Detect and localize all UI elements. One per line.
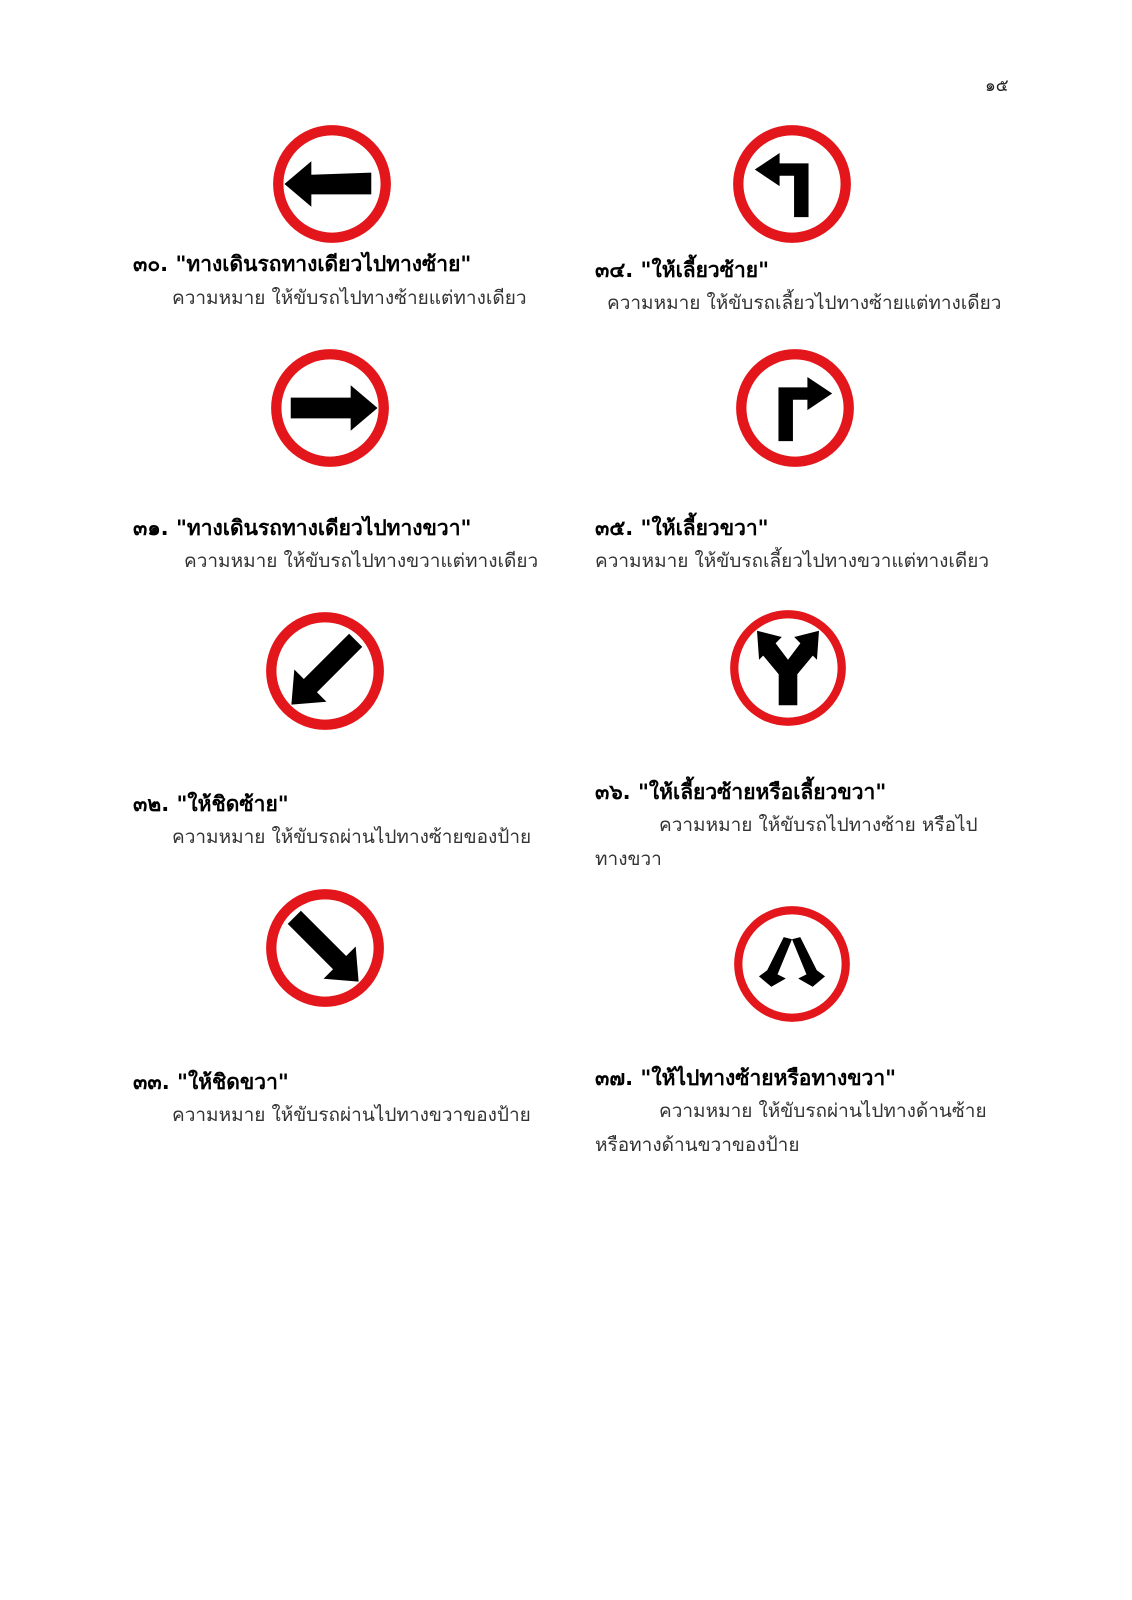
sign-description-31: ความหมาย ให้ขับรถไปทางขวาแต่ทางเดียว [184, 550, 539, 572]
sign-title-32: ๓๒. "ให้ชิดซ้าย" [133, 792, 289, 816]
sign-title-33: ๓๓. "ให้ชิดขวา" [133, 1070, 289, 1094]
sign-title-30: ๓๐. "ทางเดินรถทางเดียวไปทางซ้าย" [133, 252, 472, 276]
sign-title-37: ๓๗. "ให้ไปทางซ้ายหรือทางขวา" [595, 1066, 897, 1090]
sign-description-36: ความหมาย ให้ขับรถไปทางซ้าย หรือไป [659, 814, 978, 836]
sign-description-37: ความหมาย ให้ขับรถผ่านไปทางด้านซ้าย [659, 1100, 987, 1122]
sign-description-36-continued: ทางขวา [595, 848, 662, 870]
sign-description-33: ความหมาย ให้ขับรถผ่านไปทางขวาของป้าย [172, 1104, 531, 1126]
arrow-down-right-icon [263, 886, 387, 1010]
arrow-right-icon [268, 346, 392, 470]
turn-left-icon [730, 122, 854, 246]
sign-description-35: ความหมาย ให้ขับรถเลี้ยวไปทางขวาแต่ทางเดียว [595, 550, 990, 572]
sign-title-36: ๓๖. "ให้เลี้ยวซ้ายหรือเลี้ยวขวา" [595, 780, 887, 804]
arrow-down-left-icon [263, 609, 387, 733]
sign-title-34: ๓๔. "ให้เลี้ยวซ้าย" [595, 258, 770, 282]
sign-title-35: ๓๕. "ให้เลี้ยวขวา" [595, 516, 769, 540]
arrow-left-icon [270, 122, 394, 246]
sign-description-34: ความหมาย ให้ขับรถเลี้ยวไปทางซ้ายแต่ทางเดียว [607, 292, 1002, 314]
turn-right-icon [733, 346, 857, 470]
sign-description-37-continued: หรือทางด้านขวาของป้าย [595, 1134, 800, 1156]
sign-description-30: ความหมาย ให้ขับรถไปทางซ้ายแต่ทางเดียว [172, 287, 527, 309]
sign-description-32: ความหมาย ให้ขับรถผ่านไปทางซ้ายของป้าย [172, 826, 532, 848]
fork-left-right-icon [726, 606, 850, 730]
pass-either-side-icon [730, 902, 854, 1026]
page-number: ๑๕ [985, 76, 1009, 96]
sign-title-31: ๓๑. "ทางเดินรถทางเดียวไปทางขวา" [133, 516, 472, 540]
